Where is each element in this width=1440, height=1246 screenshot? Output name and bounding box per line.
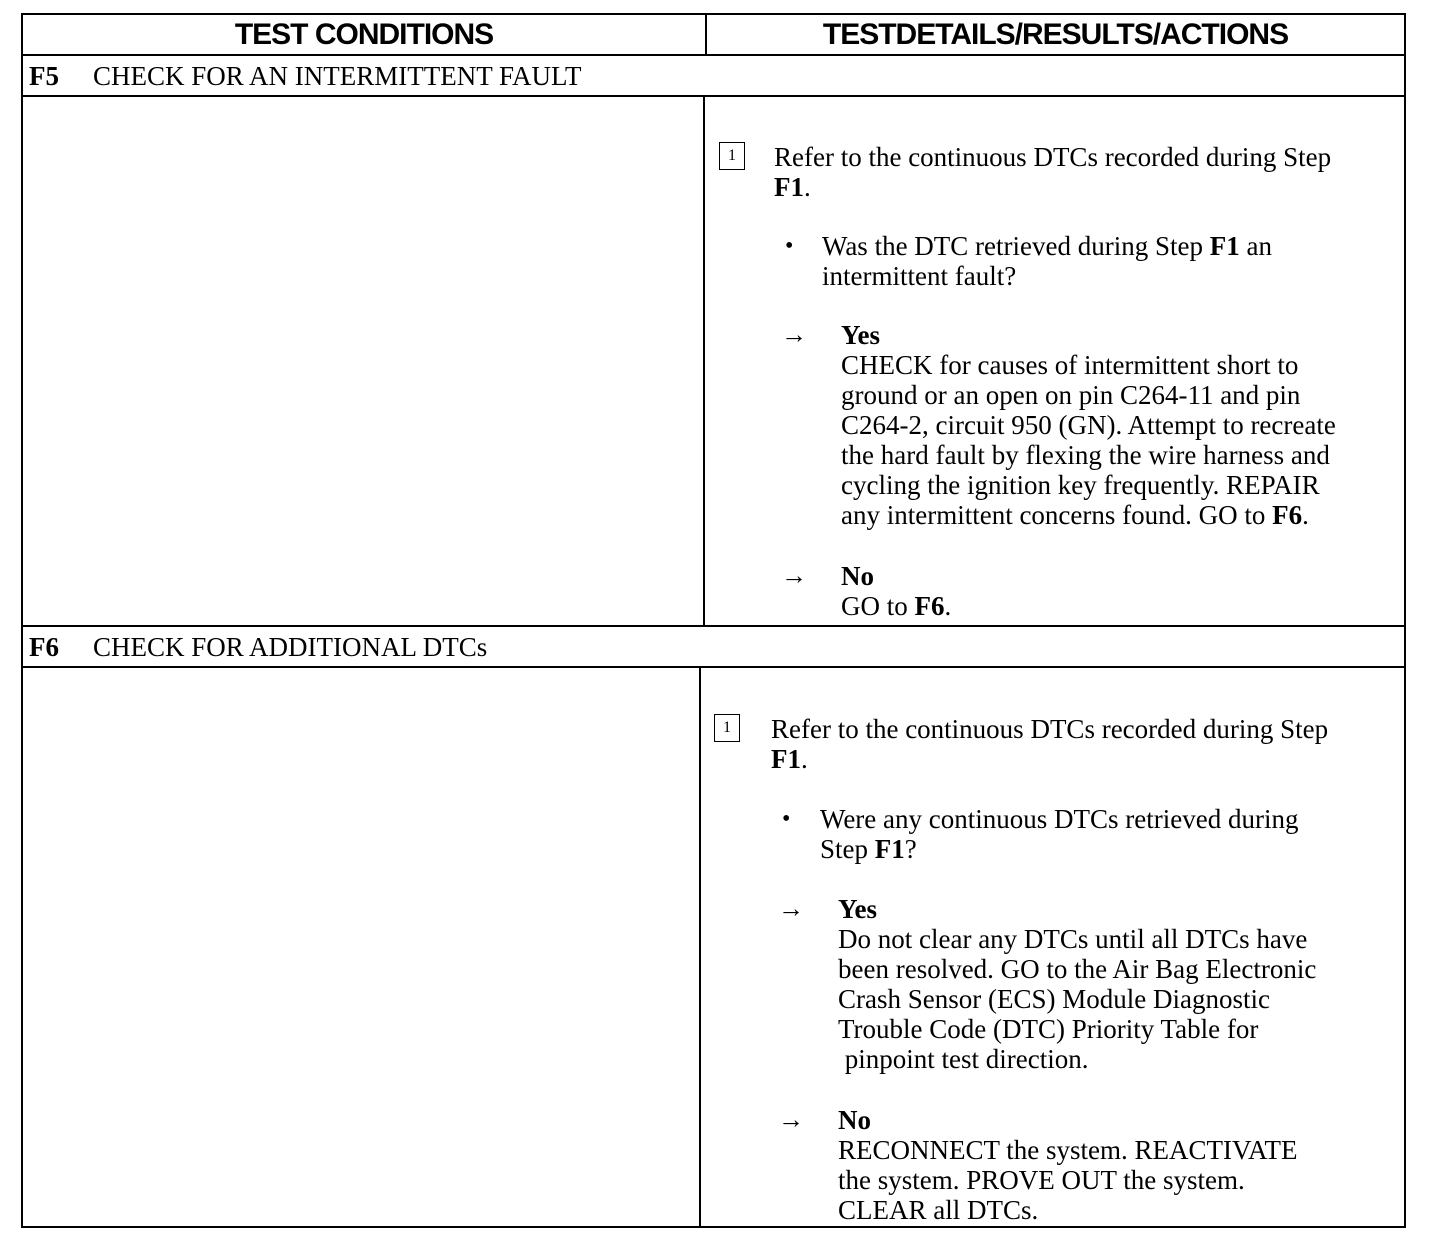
step-f6-title-row xyxy=(23,627,1404,668)
yes-line: cycling the ignition key frequently. REPAIR xyxy=(841,470,1320,500)
step-number: F5 xyxy=(29,61,59,91)
yes-line: been resolved. GO to the Air Bag Electronic xyxy=(838,954,1317,984)
no-label: No xyxy=(838,1105,871,1135)
no-line: CLEAR all DTCs. xyxy=(838,1195,1039,1225)
diagnostic-table xyxy=(21,13,1406,1228)
bullet-icon: • xyxy=(785,233,794,259)
no-block xyxy=(838,1105,1298,1225)
yes-block xyxy=(841,320,1336,530)
refer-end: . xyxy=(804,172,811,202)
question-part-a: Was the DTC retrieved during Step xyxy=(822,231,1203,261)
arrow-right-icon: → xyxy=(781,561,807,590)
question-part-b: an xyxy=(1246,231,1272,261)
yes-line: ground or an open on pin C264-11 and pin xyxy=(841,380,1301,410)
yes-last-end: . xyxy=(1302,500,1309,530)
no-line: the system. PROVE OUT the system. xyxy=(838,1165,1245,1195)
no-end: . xyxy=(944,591,952,621)
step-title: CHECK FOR ADDITIONAL DTCs xyxy=(93,632,488,662)
yes-step-ref: F6 xyxy=(1272,500,1303,530)
question-step-ref: F1 xyxy=(874,834,905,864)
yes-line: Crash Sensor (ECS) Module Diagnostic xyxy=(838,984,1270,1014)
refer-text xyxy=(771,714,1328,774)
refer-text-body: Refer to the continuous DTCs recorded during Step xyxy=(771,714,1329,744)
question-line-2: intermittent fault? xyxy=(822,261,1017,291)
yes-line: Do not clear any DTCs until all DTCs have xyxy=(838,924,1308,954)
arrow-right-icon: → xyxy=(778,1105,804,1134)
question-line-1: Were any continuous DTCs retrieved during xyxy=(820,804,1299,834)
no-step-ref: F6 xyxy=(914,591,945,621)
yes-line: CHECK for causes of intermittent short to xyxy=(841,350,1299,380)
yes-block xyxy=(838,894,1316,1074)
no-line: RECONNECT the system. REACTIVATE xyxy=(838,1135,1298,1165)
refer-text-body: Refer to the continuous DTCs recorded during Step xyxy=(774,142,1332,172)
yes-label: Yes xyxy=(838,894,877,924)
step-box-number: 1 xyxy=(714,714,740,742)
no-label: No xyxy=(841,561,874,591)
header-test-conditions: TEST CONDITIONS xyxy=(234,18,494,51)
refer-text xyxy=(774,142,1331,202)
yes-line: the hard fault by flexing the wire harness and xyxy=(841,440,1330,470)
refer-step-ref: F1 xyxy=(771,744,801,774)
arrow-right-icon: → xyxy=(781,320,807,349)
yes-line: C264-2, circuit 950 (GN). Attempt to recreate xyxy=(841,410,1336,440)
step-number: F6 xyxy=(29,632,59,662)
arrow-right-icon: → xyxy=(778,894,804,923)
yes-line: Trouble Code (DTC) Priority Table for xyxy=(838,1014,1259,1044)
refer-step-ref: F1 xyxy=(774,172,804,202)
step-f5-body xyxy=(23,97,1404,627)
step-title: CHECK FOR AN INTERMITTENT FAULT xyxy=(93,61,582,91)
yes-label: Yes xyxy=(841,320,880,350)
step-f5-title-row xyxy=(23,56,1404,97)
question-step-ref: F1 xyxy=(1209,231,1240,261)
no-text: GO to xyxy=(841,591,908,621)
question-line-2a: Step xyxy=(820,834,869,864)
question-text xyxy=(822,231,1272,291)
bullet-icon: • xyxy=(782,806,791,832)
column-divider xyxy=(699,668,701,1228)
yes-last-line: any intermittent concerns found. GO to xyxy=(841,500,1266,530)
question-text xyxy=(820,804,1298,864)
yes-line: pinpoint test direction. xyxy=(838,1044,1089,1074)
step-box-number: 1 xyxy=(719,142,745,170)
no-block xyxy=(841,561,951,621)
column-divider xyxy=(703,97,705,627)
step-f6-body xyxy=(23,668,1404,1228)
refer-end: . xyxy=(801,744,808,774)
question-end: ? xyxy=(904,834,917,864)
header-test-details: TESTDETAILS/RESULTS/ACTIONS xyxy=(822,18,1289,51)
table-header xyxy=(23,15,1404,56)
